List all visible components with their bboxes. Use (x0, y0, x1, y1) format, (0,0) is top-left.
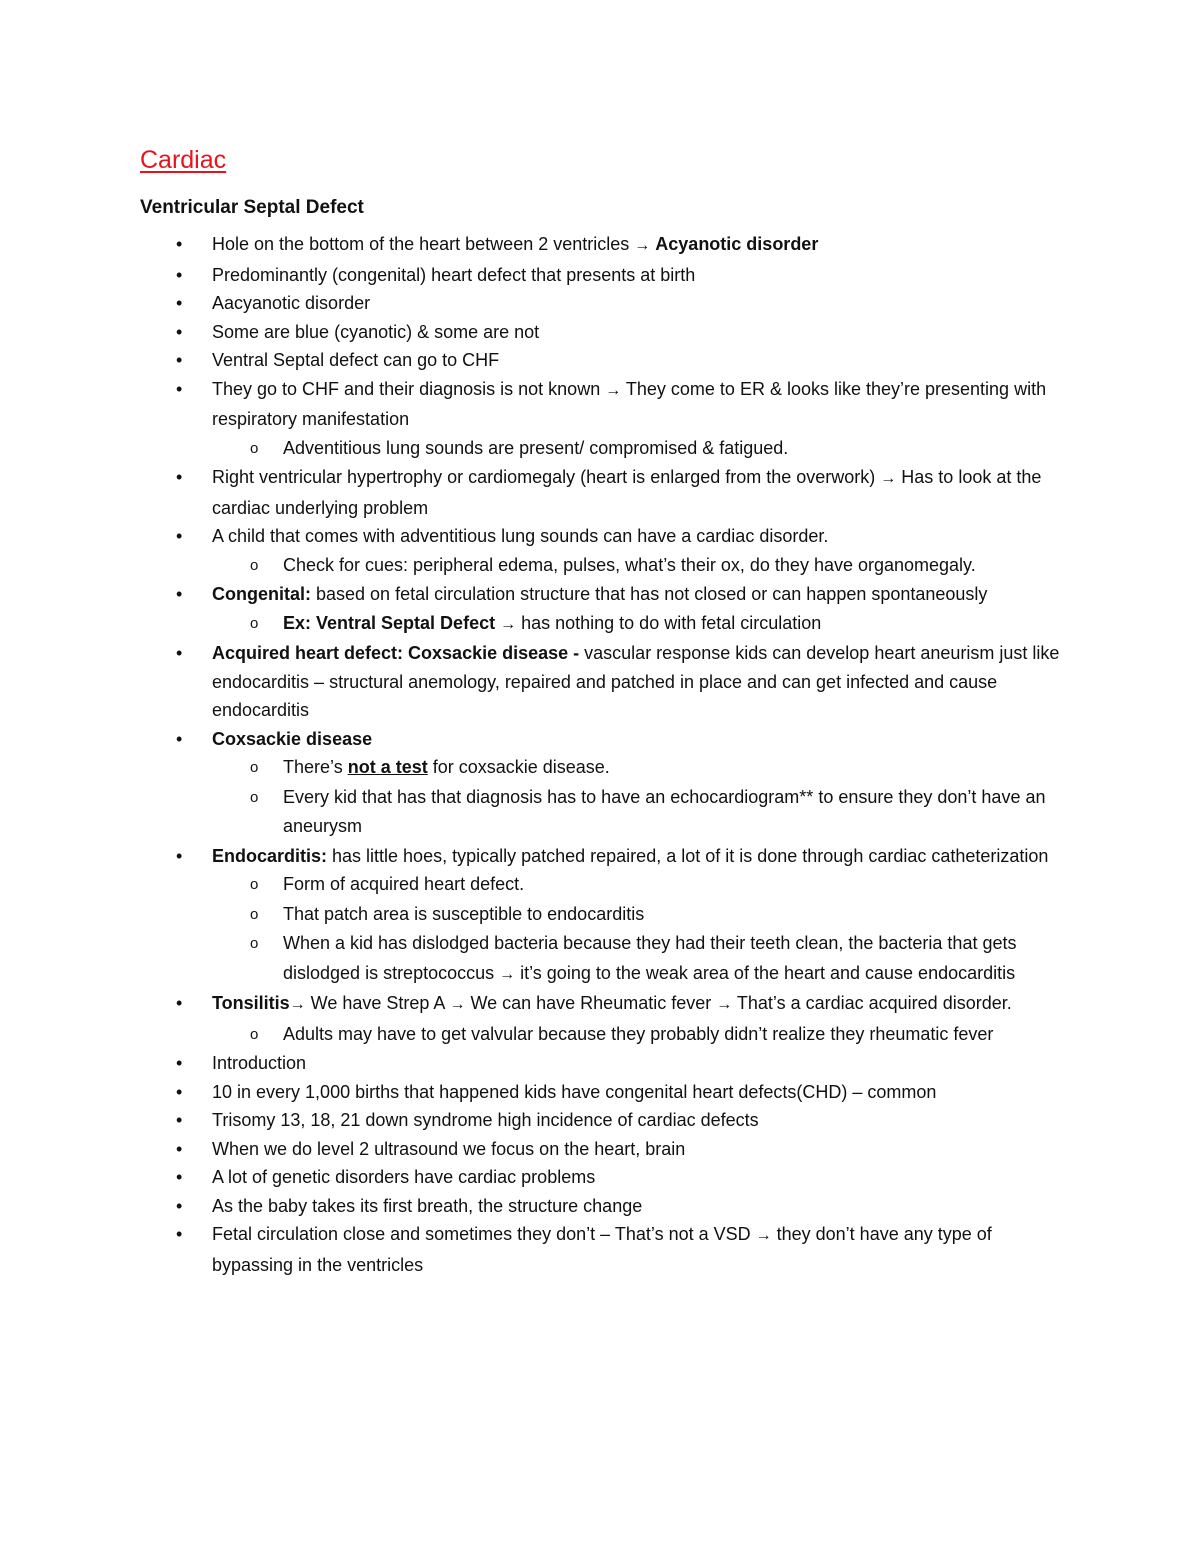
sub-bullet-icon: o (250, 935, 259, 952)
list-item: • Ventral Septal defect can go to CHF (140, 346, 1070, 375)
arrow-icon: → (880, 470, 897, 487)
list-item: • Aacyanotic disorder (140, 289, 1070, 318)
notes-list (140, 230, 1070, 1279)
list-item: • Predominantly (congenital) heart defect that presents at birth (140, 261, 1070, 290)
bullet-icon: • (176, 845, 183, 866)
bullet-icon: • (176, 1053, 183, 1073)
arrow-icon: → (605, 381, 622, 399)
bullet-icon: • (176, 321, 183, 342)
list-item: • Acquired heart defect: Coxsackie disease - vascular response kids can develop heart aneurism just like endocarditis – structural anemology, repaired and patched in place and can get infected and cause endocarditis (140, 639, 1070, 725)
list-item: • Congenital: based on fetal circulation structure that has not closed or can happen spontaneously (140, 580, 1070, 609)
bullet-icon: • (176, 1195, 183, 1216)
sub-list-item: o Adults may have to get valvular because they probably didn’t realize they rheumatic fever (140, 1020, 1070, 1050)
list-item: • When we do level 2 ultrasound we focus on the heart, brain (140, 1135, 1070, 1164)
arrow-icon: → (755, 1227, 772, 1244)
bullet-icon: • (176, 350, 183, 370)
bullet-icon: • (176, 1167, 183, 1187)
bullet-icon: • (176, 643, 183, 663)
bullet-icon: • (176, 1081, 183, 1102)
list-item: • Fetal circulation close and sometimes they don’t – That’s not a VSD → they don’t have any type of bypassing in the ventricles (140, 1220, 1070, 1279)
arrow-icon: → (449, 996, 466, 1013)
bullet-icon: • (176, 293, 183, 313)
list-item: • As the baby takes its first breath, the structure change (140, 1192, 1070, 1221)
bullet-icon: • (176, 467, 183, 487)
sub-bullet-icon: o (250, 439, 259, 457)
sub-list-item: o That patch area is susceptible to endocarditis (140, 900, 1070, 930)
sub-bullet-icon: o (250, 876, 259, 893)
sub-bullet-icon: o (250, 905, 259, 923)
section-heading: Ventricular Septal Defect (140, 197, 364, 218)
list-item: • Trisomy 13, 18, 21 down syndrome high incidence of cardiac defects (140, 1106, 1070, 1135)
arrow-icon: → (289, 996, 306, 1013)
sub-list-item: o When a kid has dislodged bacteria because they had their teeth clean, the bacteria that gets dislodged is streptococcus → it’s going to the weak area of the heart and cause endocarditis (140, 929, 1070, 989)
sub-list-item: o Form of acquired heart defect. (140, 870, 1070, 900)
sub-bullet-icon: o (250, 759, 259, 776)
bullet-icon: • (176, 1224, 183, 1244)
list-item: • A child that comes with adventitious lung sounds can have a cardiac disorder. (140, 522, 1070, 551)
document-page (140, 140, 1070, 1279)
list-item: • A lot of genetic disorders have cardiac problems (140, 1163, 1070, 1192)
list-item: • Coxsackie disease (140, 725, 1070, 754)
sub-list-item: o Check for cues: peripheral edema, pulses, what’s their ox, do they have organomegaly. (140, 551, 1070, 581)
list-item: • Endocarditis: has little hoes, typically patched repaired, a lot of it is done through cardiac catheterization (140, 842, 1070, 871)
sub-bullet-icon: o (250, 1025, 259, 1043)
list-item: • Some are blue (cyanotic) & some are not (140, 318, 1070, 347)
sub-bullet-icon: o (250, 788, 259, 806)
bullet-icon: • (176, 993, 183, 1013)
bullet-icon: • (176, 728, 183, 749)
sub-list-item: o Adventitious lung sounds are present/ compromised & fatigued. (140, 434, 1070, 464)
list-item: • 10 in every 1,000 births that happened kids have congenital heart defects(CHD) – common (140, 1078, 1070, 1107)
sub-bullet-icon: o (250, 556, 259, 574)
list-item: • Introduction (140, 1049, 1070, 1078)
bullet-icon: • (176, 264, 183, 285)
sub-list-item: o There’s not a test for coxsackie disease. (140, 753, 1070, 783)
list-item: • They go to CHF and their diagnosis is not known → They come to ER & looks like they’re presenting with respiratory manifestation (140, 375, 1070, 434)
arrow-icon: → (716, 996, 733, 1013)
arrow-icon: → (634, 237, 651, 254)
bullet-icon: • (176, 1110, 183, 1130)
bullet-icon: • (176, 526, 183, 546)
bullet-icon: • (176, 584, 183, 604)
sub-list-item: o Every kid that has that diagnosis has to have an echocardiogram** to ensure they don’t have an aneurysm (140, 783, 1070, 842)
sub-list-item: o Ex: Ventral Septal Defect → has nothing to do with fetal circulation (140, 609, 1070, 640)
list-item: • Hole on the bottom of the heart between 2 ventricles → Acyanotic disorder (140, 230, 1070, 261)
list-item: • Right ventricular hypertrophy or cardiomegaly (heart is enlarged from the overwork) → Has to look at the cardiac underlying problem (140, 463, 1070, 522)
bullet-icon: • (176, 1138, 183, 1159)
list-item: • Tonsilitis→ We have Strep A → We can have Rheumatic fever → That’s a cardiac acquired disorder. (140, 989, 1070, 1020)
bullet-icon: • (176, 234, 183, 254)
document-title: Cardiac (140, 146, 227, 174)
bullet-icon: • (176, 378, 183, 399)
arrow-icon: → (500, 615, 517, 633)
sub-bullet-icon: o (250, 614, 259, 632)
arrow-icon: → (499, 965, 516, 983)
